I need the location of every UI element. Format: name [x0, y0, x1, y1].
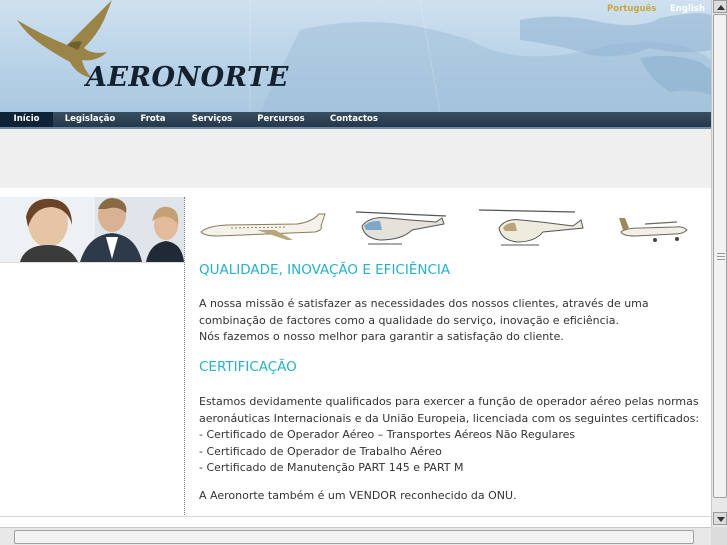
nav-item-contactos[interactable]: Contactos: [330, 114, 378, 124]
scrollbar-corner: [711, 527, 727, 545]
certificate-item: - Certificado de Operador de Trabalho Aéreo: [199, 444, 442, 458]
text-line: A nossa missão é satisfazer as necessidades dos nossos clientes, através de uma: [199, 297, 649, 310]
horizontal-scrollbar[interactable]: [0, 527, 711, 545]
text-line: combinação de factores como a qualidade do serviço, inovação e eficiência.: [199, 313, 619, 327]
text-line: aeronáuticas Internacionais e da União Europeia, licenciada com os seguintes certificados:: [199, 411, 700, 425]
header-banner: [0, 0, 711, 112]
helicopter-icon: [352, 200, 448, 248]
team-photo: [0, 197, 184, 262]
grey-band: [0, 129, 711, 188]
scroll-up-button[interactable]: [713, 0, 727, 13]
propeller-plane-icon: [615, 200, 691, 248]
nav-item-servicos[interactable]: Serviços: [191, 114, 233, 124]
helicopter-icon: [477, 200, 587, 248]
arrow-up-icon: [717, 5, 725, 10]
logo-text[interactable]: AERONORTE: [86, 62, 289, 93]
text-line: Nós fazemos o nosso melhor para garantir a satisfação do cliente.: [199, 330, 564, 343]
mission-paragraph: [199, 296, 704, 346]
nav-item-inicio[interactable]: Início: [0, 112, 53, 127]
horizontal-scroll-thumb[interactable]: [14, 530, 694, 544]
vertical-scrollbar[interactable]: [711, 0, 727, 527]
language-english-link[interactable]: English: [670, 4, 705, 14]
arrow-down-icon: [717, 517, 725, 522]
column-divider: [184, 197, 185, 517]
grip-line: [717, 253, 725, 254]
main-nav: [0, 112, 711, 127]
team-photo-image: [0, 197, 184, 262]
left-column-divider: [0, 262, 184, 263]
heading-certification: CERTIFICAÇÃO: [199, 359, 297, 375]
heading-quality: QUALIDADE, INOVAÇÃO E EFICIÊNCIA: [199, 262, 451, 278]
text-line: Estamos devidamente qualificados para exercer a função de operador aéreo pelas normas: [199, 395, 699, 408]
nav-item-frota[interactable]: Frota: [140, 114, 166, 124]
grip-line: [717, 259, 725, 260]
footer-divider: [0, 516, 711, 517]
certificate-item: - Certificado de Manutenção PART 145 e PART M: [199, 461, 464, 474]
vertical-scroll-thumb[interactable]: [713, 14, 727, 498]
certificate-item: - Certificado de Operador Aéreo – Transportes Aéreos Não Regulares: [199, 428, 576, 441]
certification-paragraph: [199, 394, 704, 477]
nav-item-percursos[interactable]: Percursos: [257, 114, 305, 124]
nav-item-legislacao[interactable]: Legislação: [64, 114, 116, 124]
scroll-down-button[interactable]: [713, 512, 727, 525]
vendor-paragraph: A Aeronorte também é um VENDOR reconhecido da ONU.: [199, 489, 517, 502]
grip-line: [717, 256, 725, 257]
jet-icon: [197, 200, 331, 248]
language-portuguese-link[interactable]: Português: [607, 4, 657, 14]
